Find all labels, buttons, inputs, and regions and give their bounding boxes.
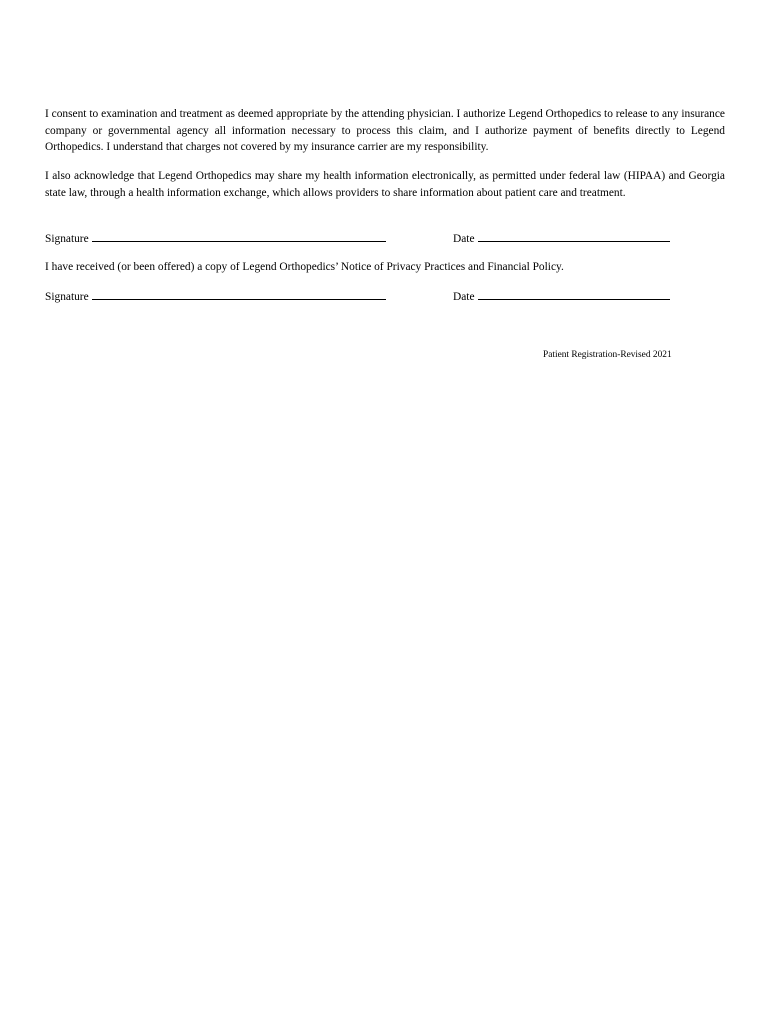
acknowledgement-text: I have received (or been offered) a copy of Legend Orthopedics’ Notice of Privacy Practices and Financial Policy. xyxy=(45,261,564,273)
signature-field-2[interactable] xyxy=(92,288,386,300)
date-field-1[interactable] xyxy=(478,230,670,242)
consent-paragraph-1: I consent to examination and treatment as deemed appropriate by the attending physician. I authorize Legend Orthopedics to release to any insurance company or governmental agency all information necessary to process this claim, and I authorize payment of benefits directly to Legend Orthopedics. I understand that charges not covered by my insurance carrier are my responsibility. xyxy=(45,108,725,153)
signature-label: Signature xyxy=(45,233,89,245)
date-row-2 xyxy=(453,288,670,305)
date-label: Date xyxy=(453,233,475,245)
footer-revision-note: Patient Registration-Revised 2021 xyxy=(543,350,672,360)
date-label: Date xyxy=(453,291,475,303)
signature-field-1[interactable] xyxy=(92,230,386,242)
date-field-2[interactable] xyxy=(478,288,670,300)
signature-label: Signature xyxy=(45,291,89,303)
consent-paragraph-2: I also acknowledge that Legend Orthopedics may share my health information electronically, as permitted under federal law (HIPAA) and Georgia state law, through a health information exchange, which allows providers to share information about patient care and treatment. xyxy=(45,170,725,199)
date-row-1 xyxy=(453,230,670,247)
signature-row-1 xyxy=(45,230,386,247)
signature-row-2 xyxy=(45,288,386,305)
